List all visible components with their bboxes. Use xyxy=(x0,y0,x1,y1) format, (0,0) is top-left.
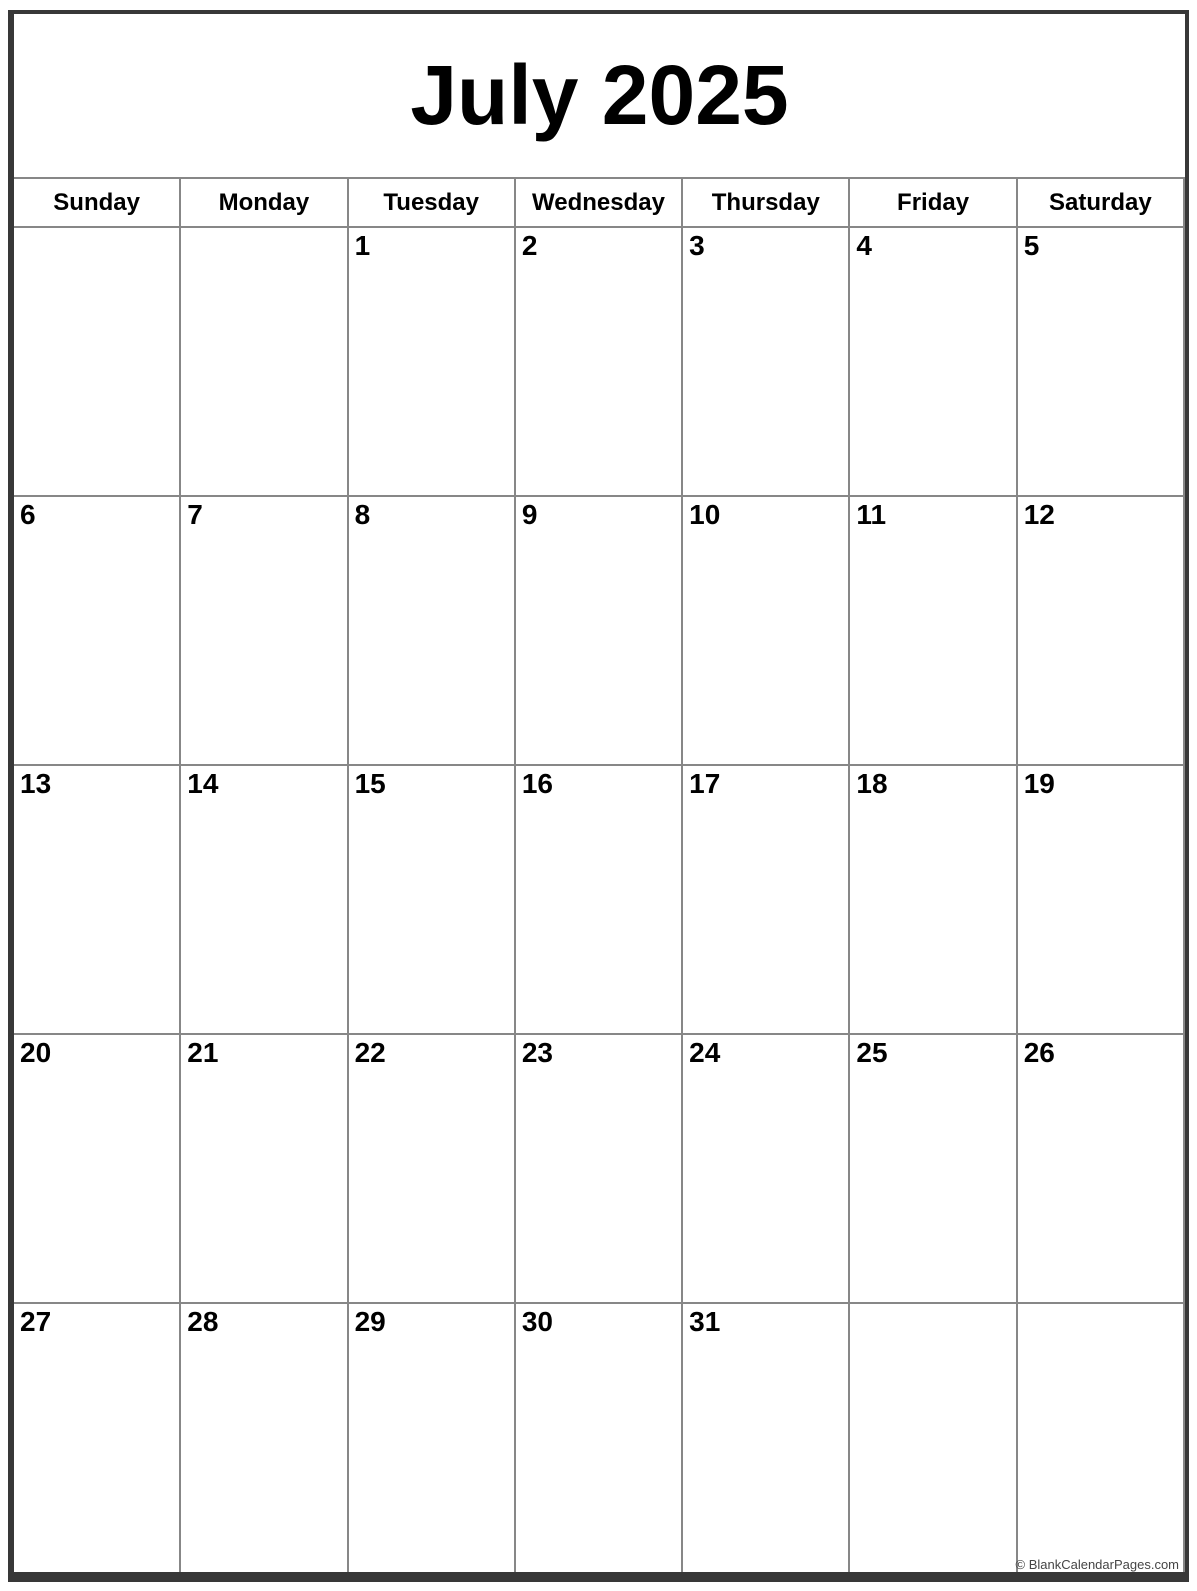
weekday-header-monday: Monday xyxy=(181,179,348,228)
page-frame xyxy=(8,10,1189,1582)
page-title: July 2025 xyxy=(410,48,789,142)
day-cell: 3 xyxy=(683,228,850,497)
day-cell: 30 xyxy=(516,1304,683,1572)
day-cell: 26 xyxy=(1018,1035,1185,1304)
day-cell: 29 xyxy=(349,1304,516,1572)
day-cell: 1 xyxy=(349,228,516,497)
day-cell: 15 xyxy=(349,766,516,1035)
day-cell: 10 xyxy=(683,497,850,766)
day-cell xyxy=(1015,1304,1185,1572)
day-cell: 5 xyxy=(1018,228,1185,497)
day-cell: 24 xyxy=(683,1035,850,1304)
title-bar xyxy=(14,14,1185,177)
day-cell: 11 xyxy=(850,497,1017,766)
day-cell: 17 xyxy=(683,766,850,1035)
day-cell: 20 xyxy=(14,1035,181,1304)
weekday-header-sunday: Sunday xyxy=(14,179,181,228)
day-cell: 14 xyxy=(181,766,348,1035)
day-cell: 12 xyxy=(1018,497,1185,766)
calendar-grid xyxy=(14,177,1185,1572)
weekday-header-wednesday: Wednesday xyxy=(516,179,683,228)
weekday-header-friday: Friday xyxy=(850,179,1017,228)
day-cell: 13 xyxy=(14,766,181,1035)
day-cell: 4 xyxy=(850,228,1017,497)
day-cell: 2 xyxy=(516,228,683,497)
watermark: © BlankCalendarPages.com xyxy=(1015,1557,1179,1572)
day-cell: 31 xyxy=(683,1304,850,1572)
day-cell: 28 xyxy=(181,1304,348,1572)
day-cell: 23 xyxy=(516,1035,683,1304)
day-cell: 19 xyxy=(1018,766,1185,1035)
day-cell: 21 xyxy=(181,1035,348,1304)
day-cell xyxy=(181,228,348,497)
day-cell: 18 xyxy=(850,766,1017,1035)
weekday-header-saturday: Saturday xyxy=(1018,179,1185,228)
weekday-header-tuesday: Tuesday xyxy=(349,179,516,228)
day-cell: 7 xyxy=(181,497,348,766)
day-cell xyxy=(850,1304,1017,1572)
day-cell: 22 xyxy=(349,1035,516,1304)
day-cell: 9 xyxy=(516,497,683,766)
day-cell: 6 xyxy=(14,497,181,766)
weekday-header-thursday: Thursday xyxy=(683,179,850,228)
day-cell: 16 xyxy=(516,766,683,1035)
day-cell xyxy=(14,228,181,497)
day-cell: 25 xyxy=(850,1035,1017,1304)
day-cell: 27 xyxy=(14,1304,181,1572)
day-cell: 8 xyxy=(349,497,516,766)
